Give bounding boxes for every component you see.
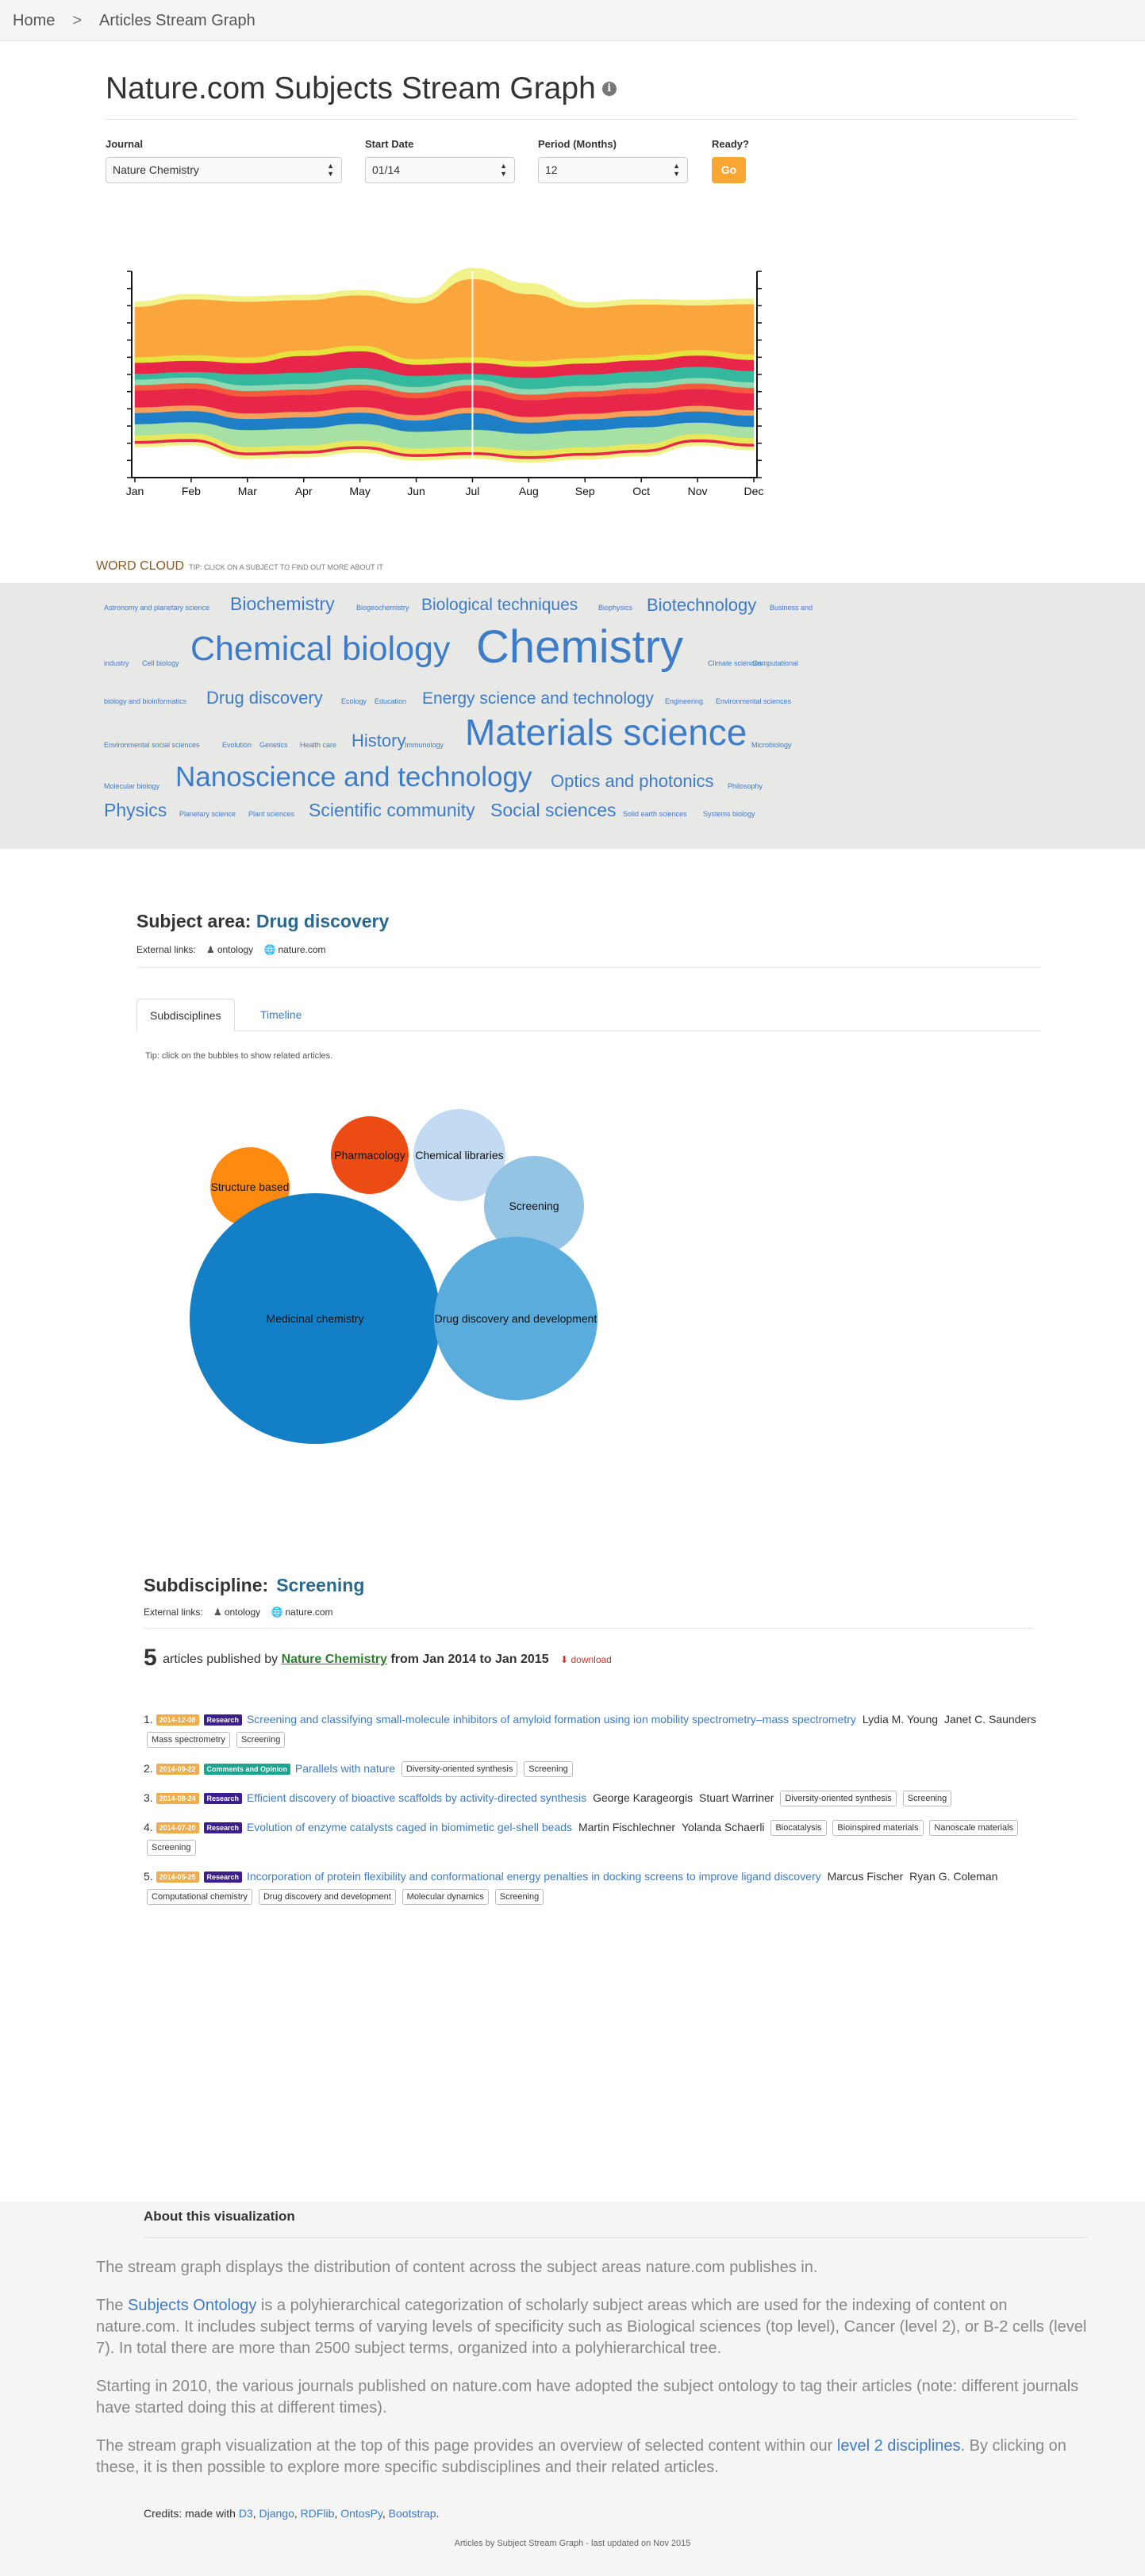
journal-link[interactable]: Nature Chemistry: [281, 1653, 387, 1666]
about-title: About this visualization: [144, 2209, 295, 2224]
x-tick-label: May: [349, 485, 371, 497]
article-tag[interactable]: Screening: [903, 1791, 952, 1806]
subdiscipline-title: [144, 1575, 364, 1596]
article-number: 5.: [144, 1870, 153, 1883]
bubble-chart: [143, 1095, 619, 1464]
x-tick-label: Dec: [743, 485, 764, 497]
start-date-select-value: 01/14: [372, 163, 401, 176]
article-title-link[interactable]: Screening and classifying small-molecule inhibitors of amyloid formation using ion mobility spectrometry–mass spectrometry: [246, 1713, 856, 1726]
bubble-drug-discovery-and-development[interactable]: [434, 1237, 597, 1400]
subject-prefix: Subject area:: [136, 911, 252, 931]
level-2-disciplines-link[interactable]: level 2 disciplines: [836, 2437, 961, 2455]
external-links-label: External links:: [136, 944, 196, 955]
article-title-link[interactable]: Parallels with nature: [294, 1762, 395, 1775]
article-author[interactable]: Lydia M. Young: [862, 1713, 939, 1726]
nature-link-text: nature.com: [285, 1607, 333, 1618]
article-item: [144, 1867, 1056, 1906]
article-type-badge: Research: [204, 1793, 243, 1804]
date-range: from Jan 2014 to Jan 2015: [390, 1653, 549, 1666]
journal-select-value: Nature Chemistry: [113, 163, 199, 176]
select-arrows-icon: ▲ ▼: [500, 162, 507, 178]
article-tag[interactable]: Screening: [147, 1840, 196, 1856]
subject-external-links: [136, 944, 326, 955]
article-tag[interactable]: Nanoscale materials: [929, 1820, 1018, 1836]
credits-label: Credits: made with: [144, 2507, 236, 2520]
word-cloud-word[interactable]: Genetics: [259, 741, 288, 749]
word-cloud-word[interactable]: Biochemistry: [230, 593, 335, 614]
bubble-label: Structure based: [210, 1181, 290, 1193]
word-cloud-word[interactable]: Health care: [300, 741, 337, 749]
word-cloud-word[interactable]: Drug discovery: [206, 688, 323, 708]
start-date-select[interactable]: [365, 157, 515, 183]
article-number: 1.: [144, 1713, 153, 1726]
word-cloud-word[interactable]: Solid earth sciences: [623, 810, 687, 818]
bubble-tip: Tip: click on the bubbles to show related articles.: [145, 1051, 333, 1061]
download-link[interactable]: [560, 1654, 612, 1665]
x-tick-label: Feb: [181, 485, 201, 497]
breadcrumb-separator: >: [72, 12, 83, 29]
page-title: [106, 70, 617, 108]
stream-layer-2[interactable]: [135, 279, 754, 361]
tab-timeline[interactable]: Timeline: [260, 1008, 302, 1021]
article-author[interactable]: Yolanda Schaerli: [681, 1821, 765, 1833]
article-title-link[interactable]: Incorporation of protein flexibility and conformational energy penalties in docking screens to improve ligand discovery: [246, 1870, 821, 1883]
person-icon: ♟: [213, 1607, 222, 1618]
word-cloud-word[interactable]: Cell biology: [142, 659, 179, 667]
word-cloud-word[interactable]: Climate sciences: [708, 659, 763, 667]
article-item: [144, 1759, 1056, 1779]
word-cloud-word[interactable]: Biological techniques: [421, 596, 578, 614]
article-tag[interactable]: Drug discovery and development: [259, 1889, 396, 1905]
word-cloud-word[interactable]: industry: [104, 659, 129, 667]
go-button[interactable]: Go: [712, 157, 746, 183]
article-tag[interactable]: Bioinspired materials: [832, 1820, 923, 1836]
credit-link-bootstrap[interactable]: Bootstrap: [388, 2507, 436, 2520]
x-tick-label: Oct: [632, 485, 651, 497]
footer: Articles by Subject Stream Graph - last updated on Nov 2015: [454, 2539, 691, 2548]
subdiscipline-name: Screening: [276, 1575, 365, 1595]
word-cloud-word[interactable]: Engineering: [665, 697, 704, 705]
credit-link-rdflib[interactable]: RDFlib: [300, 2507, 335, 2520]
period-select[interactable]: [538, 157, 688, 183]
article-item: [144, 1818, 1056, 1857]
period-label: Period (Months): [538, 138, 617, 150]
article-list: [144, 1710, 1056, 1916]
word-cloud-tip: TIP: CLICK ON A SUBJECT TO FIND OUT MORE ABOUT IT: [189, 563, 383, 571]
stream-graph: [119, 262, 778, 512]
nature-link-text: nature.com: [278, 944, 326, 955]
bubble-label: Chemical libraries: [415, 1149, 504, 1161]
select-arrows-icon: ▲ ▼: [327, 162, 334, 178]
word-cloud-title: [96, 559, 383, 574]
word-cloud-word[interactable]: Systems biology: [703, 810, 755, 818]
bubble-label: Drug discovery and development: [434, 1312, 597, 1325]
info-icon[interactable]: i: [602, 82, 617, 96]
x-tick-label: Aug: [518, 485, 539, 497]
article-tag[interactable]: Computational chemistry: [147, 1889, 252, 1905]
article-count: 5: [144, 1645, 157, 1671]
article-date-badge: 2014-09-22: [156, 1764, 199, 1775]
article-author[interactable]: Ryan G. Coleman: [909, 1870, 998, 1883]
credit-link-ontospy[interactable]: OntosPy: [340, 2507, 382, 2520]
subdiscipline-external-links: [144, 1607, 333, 1618]
article-title-link[interactable]: Evolution of enzyme catalysts caged in biomimetic gel-shell beads: [246, 1821, 573, 1833]
article-type-badge: Research: [204, 1714, 243, 1726]
credits: Credits: made with D3, Django, RDFlib, OntosPy, Bootstrap.: [144, 2507, 440, 2520]
word-cloud-word[interactable]: Energy science and technology: [422, 689, 654, 708]
bubble-label: Medicinal chemistry: [266, 1312, 364, 1325]
about-p4-pre: The stream graph visualization at the top of this page provides an overview of selected content within our: [96, 2437, 833, 2455]
word-cloud-word[interactable]: History: [352, 731, 406, 751]
person-icon: ♟: [206, 944, 215, 955]
article-count-text: articles published by: [163, 1653, 279, 1666]
select-arrows-icon: ▲ ▼: [673, 162, 680, 178]
article-count-line: [144, 1645, 612, 1672]
breadcrumb-current: Articles Stream Graph: [99, 12, 256, 29]
journal-select[interactable]: [106, 157, 342, 183]
word-cloud-word[interactable]: biology and bioinformatics: [104, 697, 187, 705]
period-group: [538, 138, 688, 183]
article-item: [144, 1710, 1056, 1749]
nature-link[interactable]: [271, 1607, 333, 1618]
article-date-badge: 2014-08-24: [156, 1793, 199, 1804]
start-date-group: [365, 138, 515, 183]
article-number: 2.: [144, 1762, 153, 1775]
article-tag[interactable]: Screening: [236, 1732, 286, 1748]
subject-title: [136, 911, 389, 932]
about-p2-post: is a polyhierarchical categorization of scholarly subject areas which are used for the indexing of content on nature.com. It includes subject terms of varying levels of specificity such as Biological sciences (top level), Cancer (level 2), or B-2 cells (level 7). In total there are more than 2500 subject terms, organized into a polyhierarchical tree.: [96, 2297, 1087, 2357]
article-author[interactable]: Janet C. Saunders: [943, 1713, 1036, 1726]
article-author[interactable]: George Karageorgis: [593, 1791, 694, 1804]
about-paragraph-3: Starting in 2010, the various journals published on nature.com have adopted the subject ontology to tag their articles (note: different journals have started doing this at different times).: [96, 2378, 1079, 2417]
article-tag[interactable]: Mass spectrometry: [147, 1732, 230, 1748]
word-cloud-word[interactable]: Social sciences: [490, 800, 617, 820]
article-tag[interactable]: Screening: [495, 1889, 544, 1905]
article-number: 3.: [144, 1791, 153, 1804]
nature-link[interactable]: [264, 944, 326, 955]
globe-icon: 🌐: [263, 944, 276, 955]
subdiscipline-prefix: Subdiscipline:: [144, 1575, 269, 1595]
word-cloud-word[interactable]: Molecular biology: [104, 782, 160, 790]
word-cloud-word[interactable]: Chemistry: [476, 621, 684, 673]
subjects-ontology-link[interactable]: Subjects Ontology: [128, 2297, 257, 2314]
bubble-label: Pharmacology: [334, 1149, 405, 1161]
article-number: 4.: [144, 1821, 153, 1833]
word-cloud-word[interactable]: Nanoscience and technology: [175, 762, 532, 793]
word-cloud-word[interactable]: Physics: [104, 800, 167, 820]
word-cloud-word[interactable]: Biophysics: [598, 604, 633, 612]
ontology-link-text: ontology: [224, 1607, 261, 1618]
word-cloud-word[interactable]: Immunology: [405, 741, 444, 749]
word-cloud-heading: WORD CLOUD: [96, 559, 185, 573]
x-tick-label: Apr: [294, 485, 313, 497]
subject-divider: [136, 967, 1041, 968]
word-cloud-word[interactable]: Ecology: [341, 697, 367, 705]
x-tick-label: Jun: [407, 485, 425, 497]
article-date-badge: 2014-07-20: [156, 1822, 199, 1833]
word-cloud-word[interactable]: Plant sciences: [248, 810, 295, 818]
about-paragraph-2: [96, 2295, 1088, 2359]
word-cloud-word[interactable]: Evolution: [222, 741, 252, 749]
word-cloud-word[interactable]: Environmental sciences: [716, 697, 792, 705]
article-tag[interactable]: Diversity-oriented synthesis: [402, 1761, 518, 1777]
x-tick-label: Mar: [237, 485, 257, 497]
article-tag[interactable]: Diversity-oriented synthesis: [780, 1791, 897, 1806]
bubble-medicinal-chemistry[interactable]: [190, 1193, 440, 1444]
download-icon: ⬇: [560, 1654, 569, 1665]
x-tick-label: Sep: [574, 485, 595, 497]
word-cloud-word[interactable]: Education: [375, 697, 407, 705]
subject-tabs: [136, 999, 1041, 1031]
about-p2-pre: The: [96, 2297, 124, 2314]
article-author[interactable]: Marcus Fischer: [827, 1870, 904, 1883]
about-divider: [144, 2237, 1088, 2238]
credit-link-django[interactable]: Django: [259, 2507, 294, 2520]
ontology-link[interactable]: [206, 944, 253, 955]
article-item: [144, 1788, 1056, 1808]
breadcrumb: [0, 0, 1145, 41]
word-cloud-word[interactable]: Materials science: [465, 712, 747, 753]
article-type-badge: Research: [204, 1872, 243, 1883]
word-cloud-word[interactable]: Biogeochemistry: [356, 604, 409, 612]
bubble-pharmacology[interactable]: [331, 1116, 409, 1194]
word-cloud-word[interactable]: Chemical biology: [190, 630, 451, 668]
ontology-link[interactable]: [213, 1607, 260, 1618]
word-cloud-word[interactable]: Computational: [752, 659, 799, 667]
stream-graph-svg: [119, 262, 778, 508]
ready-group: [712, 138, 749, 183]
article-tag[interactable]: Screening: [524, 1761, 573, 1777]
word-cloud-word[interactable]: Business and: [770, 604, 813, 612]
subject-name: Drug discovery: [256, 911, 390, 931]
word-cloud-word[interactable]: Astronomy and planetary science: [104, 604, 210, 612]
external-links-label: External links:: [144, 1607, 203, 1618]
article-tag[interactable]: Biocatalysis: [770, 1820, 826, 1836]
x-tick-label: Jan: [125, 485, 144, 497]
download-text: download: [571, 1654, 612, 1665]
journal-group: [106, 138, 342, 183]
start-date-label: Start Date: [365, 138, 414, 150]
word-cloud-word[interactable]: Environmental social sciences: [104, 741, 200, 749]
period-select-value: 12: [545, 163, 558, 176]
breadcrumb-home-link[interactable]: Home: [13, 12, 56, 29]
x-tick-label: Nov: [687, 485, 708, 497]
bubble-chart-svg: [143, 1095, 619, 1460]
ready-label: Ready?: [712, 138, 749, 150]
article-author[interactable]: Martin Fischlechner: [578, 1821, 676, 1833]
tab-subdisciplines[interactable]: Subdisciplines: [136, 999, 235, 1031]
article-title-link[interactable]: Efficient discovery of bioactive scaffolds by activity-directed synthesis: [246, 1791, 587, 1804]
word-cloud: [0, 583, 1145, 849]
about-paragraph-1: The stream graph displays the distribution of content across the subject areas nature.com publishes in.: [96, 2259, 818, 2276]
journal-label: Journal: [106, 138, 143, 150]
word-cloud-word[interactable]: Biotechnology: [647, 595, 757, 615]
article-type-badge: Research: [204, 1822, 243, 1833]
subdiscipline-divider: [144, 1628, 1032, 1629]
word-cloud-word[interactable]: Planetary science: [179, 810, 236, 818]
about-paragraph-4: [96, 2436, 1088, 2478]
word-cloud-word[interactable]: Philosophy: [728, 782, 763, 790]
article-date-badge: 2014-05-25: [156, 1872, 199, 1883]
x-tick-label: Jul: [465, 485, 480, 497]
title-divider: [106, 119, 1078, 120]
bubble-label: Screening: [509, 1200, 559, 1212]
article-tag[interactable]: Molecular dynamics: [402, 1889, 489, 1905]
page-title-text: Nature.com Subjects Stream Graph: [106, 71, 596, 106]
credit-link-d3[interactable]: D3: [238, 2507, 253, 2520]
article-date-badge: 2014-12-08: [156, 1714, 199, 1726]
word-cloud-word[interactable]: Microbiology: [751, 741, 792, 749]
article-type-badge: Comments and Opinion: [204, 1764, 291, 1775]
article-author[interactable]: Stuart Warriner: [699, 1791, 774, 1804]
word-cloud-word[interactable]: Optics and photonics: [551, 771, 714, 791]
about-p4-post: . By clicking on these, it is then possible to explore more specific subdisciplines and their related articles.: [96, 2437, 1066, 2476]
word-cloud-word[interactable]: Scientific community: [309, 800, 475, 820]
globe-icon: 🌐: [271, 1607, 283, 1618]
ontology-link-text: ontology: [217, 944, 254, 955]
